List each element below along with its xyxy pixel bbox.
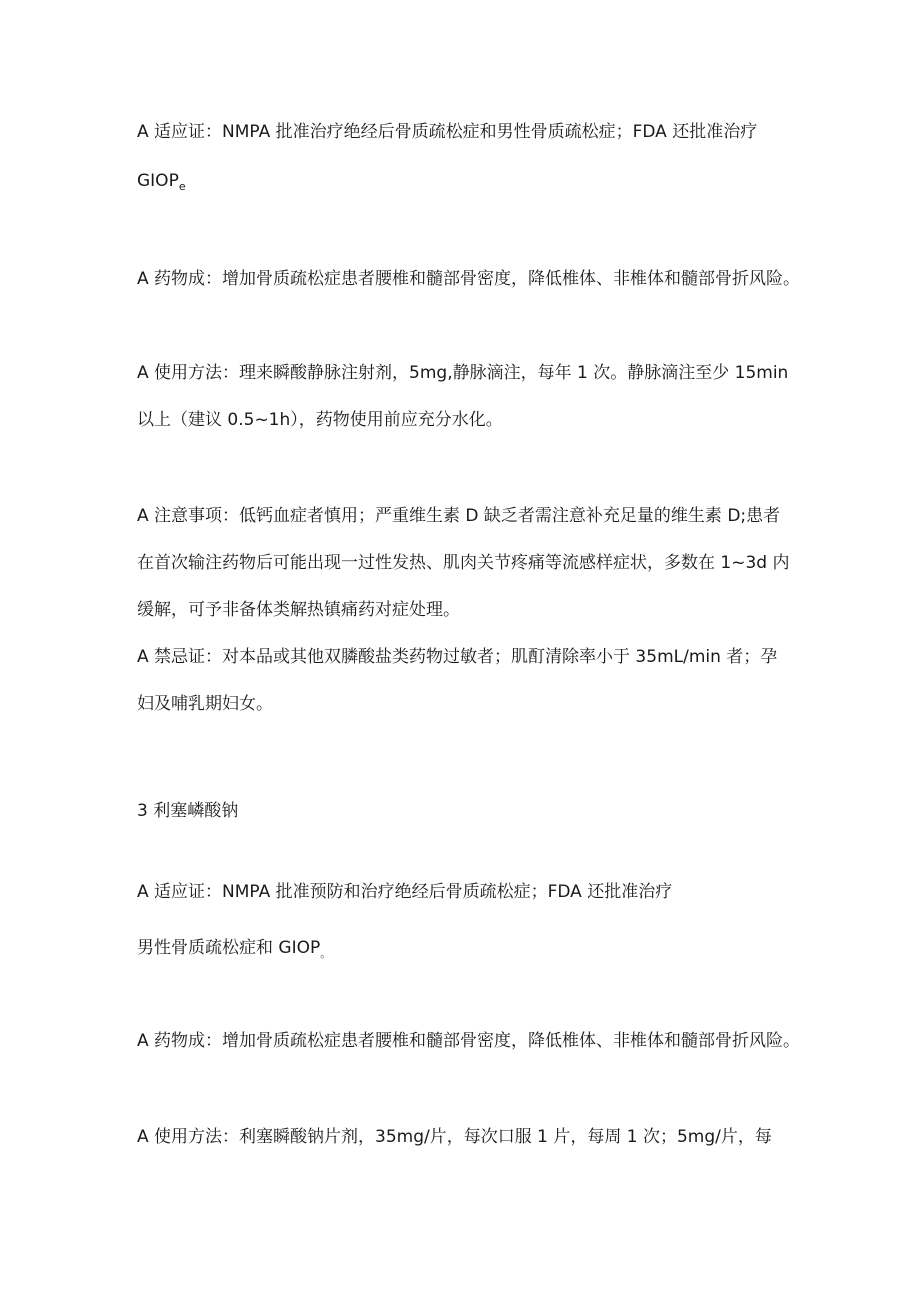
- subscript-text: 。: [320, 947, 332, 960]
- text-line: 以上（建议 0.5~1h），药物使用前应充分水化。: [137, 410, 503, 430]
- text-span: 男性骨质疏松症和 GIOP: [137, 938, 321, 958]
- text-line: A 适应证：NMPA 批准治疗绝经后骨质疏松症和男性骨质疏松症；FDA 还批准治疗: [137, 122, 758, 142]
- text-line: 缓解，可予非备体类解热镇痛药对症处理。: [137, 600, 460, 620]
- text-line: 妇及哺乳期妇女。: [137, 694, 273, 714]
- text-line: A 药物成：增加骨质疏松症患者腰椎和髓部骨密度，降低椎体、非椎体和髓部骨折风险。: [137, 1031, 801, 1051]
- text-line: A 注意事项：低钙血症者慎用；严重维生素 D 缺乏者需注意补充足量的维生素 D;患者: [137, 506, 781, 526]
- section-heading: 3 利塞嶙酸钠: [137, 801, 239, 821]
- text-line: A 使用方法：利塞瞬酸钠片剂，35mg/片，每次口服 1 片，每周 1 次；5mg/片，每: [137, 1127, 772, 1147]
- text-span: GIOP: [137, 171, 179, 191]
- text-line: A 禁忌证：对本品或其他双膦酸盐类药物过敏者；肌酊清除率小于 35mL/min 者；孕: [137, 647, 778, 667]
- text-line: A 适应证：NMPA 批准预防和治疗绝经后骨质疏松症；FDA 还批准治疗: [137, 882, 673, 902]
- subscript-text: e: [178, 180, 186, 193]
- text-line: [137, 170, 186, 198]
- text-line: [137, 937, 331, 965]
- text-line: 在首次输注药物后可能出现一过性发热、肌肉关节疼痛等流感样症状，多数在 1~3d 内: [137, 553, 790, 573]
- text-line: A 使用方法：理来瞬酸静脉注射剂，5mg,静脉滴注，每年 1 次。静脉滴注至少 15min: [137, 363, 789, 383]
- text-line: A 药物成：增加骨质疏松症患者腰椎和髓部骨密度，降低椎体、非椎体和髓部骨折风险。: [137, 269, 801, 289]
